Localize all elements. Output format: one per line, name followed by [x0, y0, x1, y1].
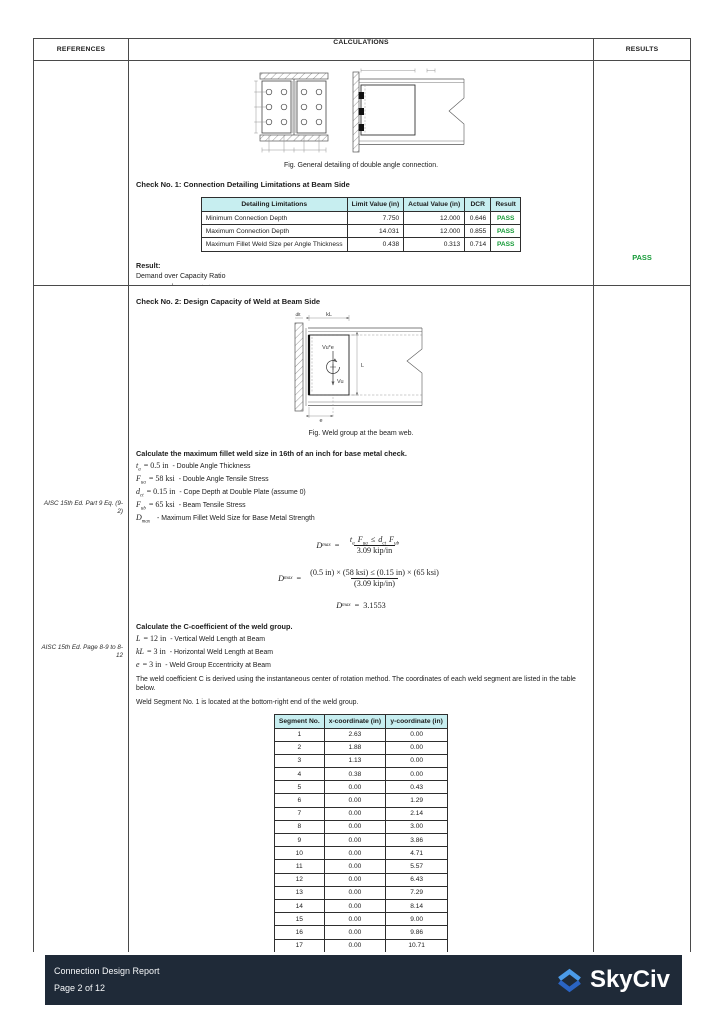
- segment-y: 8.14: [386, 899, 448, 912]
- segment-x: 1.13: [324, 754, 385, 767]
- segment-x: 0.00: [324, 860, 385, 873]
- segment-number: 5: [274, 781, 324, 794]
- segment-x: 1.88: [324, 741, 385, 754]
- segment-row: [274, 913, 447, 926]
- fig2-caption: Fig. Weld group at the beam web.: [308, 430, 414, 437]
- references-column-header: REFERENCES: [34, 39, 129, 60]
- segment-number: 9: [274, 834, 324, 847]
- reference-note-aisc-pages: AISC 15th Ed. Page 8-9 to 8-12: [41, 644, 123, 660]
- segment-row: [274, 926, 447, 939]
- weld-size-variables: [136, 461, 586, 523]
- segment-number: 1: [274, 728, 324, 741]
- limit-value: 7.750: [347, 212, 404, 225]
- fig1-caption: Fig. General detailing of double angle connection.: [283, 162, 439, 169]
- segment-y: 0.00: [386, 768, 448, 781]
- sheet-header-row: [34, 39, 690, 61]
- limitation-row: [201, 225, 520, 238]
- segment-location-paragraph: Weld Segment No. 1 is located at the bottom-right end of the weld group.: [136, 698, 359, 706]
- segment-number: 10: [274, 847, 324, 860]
- report-title: Connection Design Report: [54, 966, 160, 976]
- result-description: Demand over Capacity Ratio: [136, 272, 226, 280]
- segment-number: 14: [274, 899, 324, 912]
- segment-row: [274, 886, 447, 899]
- fig1-bolt-pattern-view: [253, 68, 335, 156]
- result-badge: PASS: [491, 212, 521, 225]
- segment-row: [274, 794, 447, 807]
- report-footer: [45, 955, 682, 1005]
- col-header-y-coordinate: y-coordinate (in): [386, 714, 448, 728]
- segment-x: 0.00: [324, 926, 385, 939]
- beam-break-line: [449, 79, 464, 145]
- check1-calculations-cell: [129, 61, 594, 285]
- check2-calculations-cell: [129, 286, 594, 952]
- segment-y: 6.43: [386, 873, 448, 886]
- segment-x: 0.00: [324, 899, 385, 912]
- limitation-row: [201, 238, 520, 251]
- variable-definition: kL = 3 in - Horizontal Weld Length at Beam: [136, 646, 274, 656]
- segment-number: 15: [274, 913, 324, 926]
- segment-x: 0.38: [324, 768, 385, 781]
- check2-references-cell: [34, 286, 129, 952]
- segment-x: 0.00: [324, 847, 385, 860]
- results-column-header: RESULTS: [625, 46, 659, 53]
- check1-references-cell: [34, 61, 129, 285]
- segment-x: 0.00: [324, 781, 385, 794]
- segment-number: 6: [274, 794, 324, 807]
- segment-number: 11: [274, 860, 324, 873]
- check1-row: [34, 61, 690, 286]
- result-badge: PASS: [491, 238, 521, 251]
- bottom-flange-plate: [260, 135, 328, 141]
- skyciv-logo-icon: [556, 967, 583, 994]
- weld-size-formula-symbolic: D max = $t_a$ $F_{ua}$ ≤ $d_{ct}$ $F_{ub}$ 3.09 kip/in: [316, 534, 400, 556]
- segment-x: 2.63: [324, 728, 385, 741]
- variable-definition: $F_{ub}= 65$ ksi - Beam Tensile Stress: [136, 500, 246, 512]
- segment-row: [274, 768, 447, 781]
- variable-definition: $t_a= 0.5$ in - Double Angle Thickness: [136, 461, 251, 473]
- beam-break-line: [407, 328, 422, 406]
- segment-number: 4: [274, 768, 324, 781]
- weld-group-outline: [309, 335, 349, 395]
- col-header-result: Result: [491, 198, 521, 212]
- actual-value: 12.000: [404, 212, 465, 225]
- dimension-lines: [361, 69, 435, 73]
- segment-x: 0.00: [324, 913, 385, 926]
- fig2-label-length: L: [361, 363, 365, 369]
- actual-value: 0.313: [404, 238, 465, 251]
- segment-number: 3: [274, 754, 324, 767]
- calculations-column-header: CALCULATIONS: [129, 39, 594, 60]
- variable-definition: L = 12 in - Vertical Weld Length at Beam: [136, 634, 266, 643]
- segment-row: [274, 728, 447, 741]
- result-badge: PASS: [491, 225, 521, 238]
- col-header-x-coordinate: x-coordinate (in): [324, 714, 385, 728]
- check1-results-cell: [594, 61, 690, 285]
- col-header-segment-no: Segment No.: [274, 714, 324, 728]
- segment-y: 9.00: [386, 913, 448, 926]
- result-label: Result:: [136, 260, 161, 270]
- support-plate: [353, 72, 359, 152]
- check1-overall-result: PASS: [632, 253, 652, 262]
- skyciv-wordmark: SkyCiv: [589, 966, 670, 993]
- segment-y: 3.00: [386, 820, 448, 833]
- c-coefficient-section-title: Calculate the C-coefficient of the weld group.: [136, 621, 293, 631]
- angle-outline: [361, 85, 415, 135]
- segment-row: [274, 820, 447, 833]
- segment-row: [274, 873, 447, 886]
- icr-method-paragraph: The weld coefficient C is derived using the instantaneous center of rotation method. The coordinates of each weld segment are listed in the table below.: [136, 675, 576, 692]
- col-header-dcr: DCR: [465, 198, 491, 212]
- segment-x: 0.00: [324, 873, 385, 886]
- segment-row: [274, 899, 447, 912]
- detailing-limitations-table: [201, 197, 521, 252]
- dcr-value: 0.646: [465, 212, 491, 225]
- dcr-value: 0.855: [465, 225, 491, 238]
- segment-row: [274, 860, 447, 873]
- segment-y: 2.14: [386, 807, 448, 820]
- reference-note-aisc-part9: AISC 15th Ed. Part 9 Eq. (9-2): [43, 500, 123, 516]
- weld-marks: [359, 92, 365, 131]
- top-flange-plate: [260, 73, 328, 79]
- fig2-label-e: e: [319, 418, 323, 424]
- fig1-side-view: [349, 68, 469, 156]
- limitation-name: Maximum Connection Depth: [201, 225, 347, 238]
- fig1-general-detailing: [136, 68, 586, 156]
- segment-y: 0.00: [386, 754, 448, 767]
- col-header-limit: Limit Value (in): [347, 198, 404, 212]
- segment-x: 0.00: [324, 939, 385, 952]
- segment-y: 5.57: [386, 860, 448, 873]
- segment-number: 8: [274, 820, 324, 833]
- segment-row: [274, 741, 447, 754]
- segment-y: 9.86: [386, 926, 448, 939]
- calculation-sheet: [33, 38, 691, 952]
- segment-x: 0.00: [324, 807, 385, 820]
- segment-number: 17: [274, 939, 324, 952]
- page-number: Page 2 of 12: [54, 983, 106, 993]
- variable-definition: $F_{ua}= 58$ ksi - Double Angle Tensile Stress: [136, 474, 269, 486]
- variable-definition: e = 3 in - Weld Group Eccentricity at Beam: [136, 659, 271, 669]
- col-header-actual: Actual Value (in): [404, 198, 465, 212]
- fig2-label-kl: kL: [326, 312, 332, 318]
- c-coefficient-variables: [136, 634, 586, 670]
- segment-row: [274, 754, 447, 767]
- segment-row: [274, 847, 447, 860]
- segment-y: 0.43: [386, 781, 448, 794]
- segment-y: 4.71: [386, 847, 448, 860]
- segment-y: 3.86: [386, 834, 448, 847]
- segment-y: 0.00: [386, 728, 448, 741]
- check2-row: [34, 286, 690, 952]
- skyciv-brand: [556, 966, 670, 994]
- fig2-weld-group: [287, 311, 435, 424]
- check2-results-cell: [594, 286, 690, 952]
- segment-number: 7: [274, 807, 324, 820]
- segment-row: [274, 939, 447, 952]
- segment-row: [274, 834, 447, 847]
- variable-definition: $d_{ct}= 0.15$ in - Cope Depth at Double Plate (assume 0): [136, 487, 306, 499]
- segment-number: 13: [274, 886, 324, 899]
- col-header-limitation: Detailing Limitations: [201, 198, 347, 212]
- segment-x: 0.00: [324, 794, 385, 807]
- fig2-label-dlt: dlt: [295, 313, 301, 318]
- dcr-value: 0.714: [465, 238, 491, 251]
- fig2-label-vue: Vu*e: [322, 345, 334, 351]
- limitation-name: Maximum Fillet Weld Size per Angle Thickness: [201, 238, 347, 251]
- segment-y: 7.29: [386, 886, 448, 899]
- segment-number: 2: [274, 741, 324, 754]
- segment-x: 0.00: [324, 820, 385, 833]
- segment-x: 0.00: [324, 886, 385, 899]
- segment-number: 16: [274, 926, 324, 939]
- dcr-formula: [136, 284, 586, 285]
- segment-y: 10.71: [386, 939, 448, 952]
- weld-size-section-title: Calculate the maximum fillet weld size in 16th of an inch for base metal check.: [136, 449, 407, 458]
- weld-size-formula-result: D max = 3.1553: [336, 600, 386, 610]
- fig2-label-vu: Vu: [337, 379, 344, 385]
- segment-row: [274, 807, 447, 820]
- segment-y: 0.00: [386, 741, 448, 754]
- weld-size-formula-numeric: D max = $\frac{\text{(0.5 in) × (58 ksi) ≤ (0.15 in) × (65 ksi)}}{\text{(3.09 kip/in)}}$: [278, 567, 439, 589]
- weld-segments-table: [274, 714, 448, 953]
- limit-value: 0.438: [347, 238, 404, 251]
- segment-x: 0.00: [324, 834, 385, 847]
- limit-value: 14.031: [347, 225, 404, 238]
- segment-number: 12: [274, 873, 324, 886]
- segment-y: 1.29: [386, 794, 448, 807]
- check2-title: Check No. 2: Design Capacity of Weld at Beam Side: [136, 297, 321, 306]
- actual-value: 12.000: [404, 225, 465, 238]
- check1-title: Check No. 1: Connection Detailing Limitations at Beam Side: [136, 180, 350, 189]
- limitation-name: Minimum Connection Depth: [201, 212, 347, 225]
- limitation-row: [201, 212, 520, 225]
- segment-row: [274, 781, 447, 794]
- support-plate: [295, 323, 303, 411]
- variable-definition: $D_{max}$ - Maximum Fillet Weld Size for Base Metal Strength: [136, 513, 315, 525]
